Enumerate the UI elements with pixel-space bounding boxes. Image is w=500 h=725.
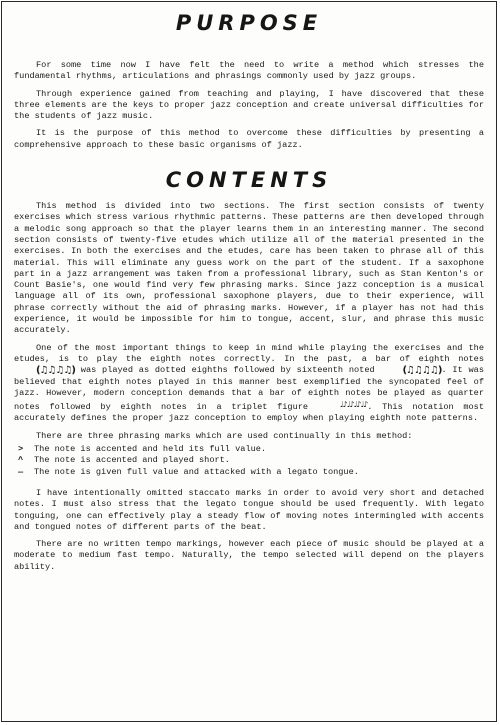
- contents-paragraph-5: There are no written tempo markings, however each piece of music should be played at a moderate to medium fast tempo. Naturally, the tempo selected will depend on the players ability.: [14, 539, 484, 572]
- accent-mark-icon: >: [18, 444, 24, 455]
- phrasing-mark-text: The note is accented and held its full value.: [34, 444, 267, 455]
- dotted-eighth-notes-icon: (♫♫♫♫): [402, 365, 442, 377]
- phrasing-mark-text: The note is given full value and attacked with a legato tongue.: [34, 466, 359, 477]
- phrasing-mark-accent-short: [14, 455, 484, 466]
- document-content: [14, 10, 484, 579]
- phrasing-mark-accent-held: [14, 444, 484, 455]
- contents-paragraph-1: This method is divided into two sections. The first section consists of twenty exercises which stress various rhythmic patterns. These patterns are then developed through a melodic song approach so that the player learns them in an interesting manner. The second section consists of twenty-five etudes which utilize all of the material presented in the exercises. In both the exercises and the etudes, care has been taken to phrase all of this material. This will eliminate any guess work on the part of the student. If a saxophone part in a jazz arrangement was taken from a professional library, such as Stan Kenton's or Count Basie's, one would find very few phrasing marks. Since jazz conception is a musical language all of its own, professional saxophone players, due to their experience, will phrase correctly without the aid of phrasing marks. However, if a player has not had this experience, it would be impossible for him to tongue, accent, slur, and phrase this music accurately.: [14, 201, 484, 336]
- phrasing-mark-legato: [14, 467, 484, 478]
- purpose-paragraph-1: For some time now I have felt the need to write a method which stresses the fundamental rhythms, articulations and phrasings commonly used by jazz groups.: [14, 60, 484, 82]
- triplet-notes-icon: ♩♪♩♪♩♪♩♪: [339, 400, 368, 410]
- purpose-paragraph-2: Through experience gained from teaching and playing, I have discovered that these three elements are the keys to proper jazz conception and create universal difficulties for the students of jazz music.: [14, 88, 484, 122]
- document-page: [1, 1, 497, 722]
- contents-paragraph-3: There are three phrasing marks which are used continually in this method:: [36, 430, 413, 441]
- marcato-mark-icon: ^: [18, 455, 24, 466]
- eighth-notes-text-d: . This notation most accurately defines the proper jazz conception to employ when playing eighth note patterns.: [14, 402, 484, 424]
- eighth-notes-text-a: One of the most important things to keep in mind while playing the exercises and the etudes, is to play the eighth notes correctly. In the past, a bar of eighth notes: [14, 342, 484, 364]
- purpose-paragraph-3: It is the purpose of this method to overcome these difficulties by presenting a comprehensive approach to these basic organisms of jazz.: [14, 128, 484, 150]
- eighth-notes-text-b: was played as dotted eighths followed by sixteenth noted: [80, 365, 375, 376]
- eighth-notes-text-c: . It was believed that eighth notes played in this manner best exemplified the syncopated feel of jazz. However, modern conception demands that a bar of eighth notes be played as quarter notes followed by eighth notes in a triplet figure: [14, 365, 484, 413]
- contents-paragraph-4: I have intentionally omitted staccato marks in order to avoid very short and detached notes. I must also stress that the legato tongue should be used frequently. With legato tonguing, one can effectively play a steady flow of moving notes intermingled with accents and tongued notes of different parts of the beat.: [14, 487, 484, 532]
- phrasing-mark-text: The note is accented and played short.: [34, 455, 230, 466]
- phrasing-marks-list: [14, 444, 484, 478]
- contents-heading: CONTENTS: [165, 168, 333, 193]
- eighth-notes-icon: (♫♫♫♫): [36, 365, 75, 377]
- purpose-heading: PURPOSE: [175, 11, 323, 35]
- contents-paragraph-2: [14, 343, 484, 425]
- tenuto-mark-icon: —: [18, 466, 24, 477]
